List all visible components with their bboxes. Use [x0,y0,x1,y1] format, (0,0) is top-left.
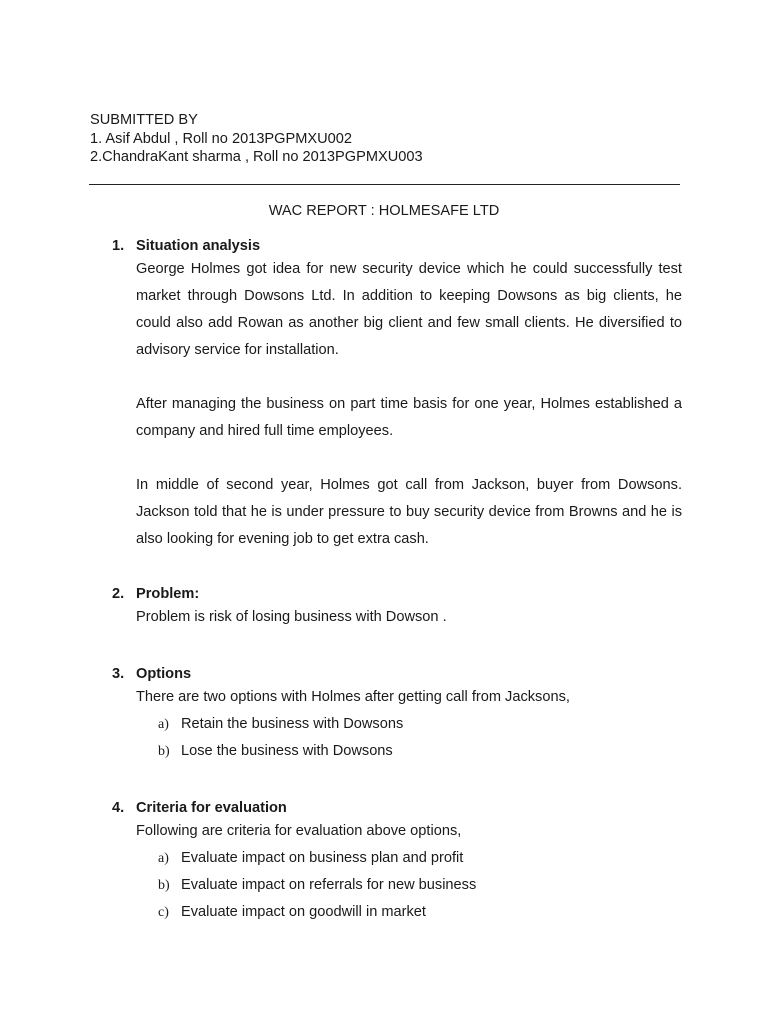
paragraph: There are two options with Holmes after getting call from Jacksons, [136,689,570,705]
list-item-text: Evaluate impact on business plan and profit [181,850,464,866]
submission-header [90,111,423,167]
section-heading [112,236,682,256]
report-title-row [0,203,768,219]
paragraph: In middle of second year, Holmes got call from Jackson, buyer from Dowsons. Jackson told that he is under pressure to buy security device from Browns and he is also looking for evening job to get extra cash. [136,477,682,547]
list-marker: a) [158,851,169,866]
list-item-text: Retain the business with Dowsons [181,716,404,732]
author-line-2: 2.ChandraKant sharma , Roll no 2013PGPMXU003 [90,149,423,165]
list-marker: a) [158,717,169,732]
section-title: Situation analysis [136,238,261,254]
section-heading [112,798,682,818]
section-number: 4. [112,800,125,816]
list-item [158,872,682,899]
list-marker: c) [158,905,169,920]
paragraph: Problem is risk of losing business with Dowson . [136,609,447,625]
section-criteria [112,798,682,926]
section-situation-analysis [112,236,682,553]
options-list [158,711,682,765]
list-item-text: Evaluate impact on referrals for new business [181,877,477,893]
paragraph: After managing the business on part time basis for one year, Holmes established a company and hired full time employees. [136,396,682,439]
horizontal-divider [89,184,680,185]
submitted-by-label: SUBMITTED BY [90,112,198,128]
paragraph: Following are criteria for evaluation above options, [136,823,462,839]
list-item-text: Lose the business with Dowsons [181,743,393,759]
section-options [112,664,682,765]
section-number: 2. [112,586,125,602]
section-title: Problem: [136,586,200,602]
section-number: 1. [112,238,125,254]
list-item-text: Evaluate impact on goodwill in market [181,904,426,920]
report-title: WAC REPORT : HOLMESAFE LTD [268,203,500,219]
section-title: Options [136,666,192,682]
section-problem [112,584,682,631]
section-title: Criteria for evaluation [136,800,287,816]
criteria-list [158,845,682,926]
section-heading [112,584,682,604]
list-item [158,899,682,926]
list-marker: b) [158,744,170,759]
paragraph: George Holmes got idea for new security device which he could successfully test market through Dowsons Ltd. In addition to keeping Dowsons as big clients, he could also add Rowan as another big client and few small clients. He diversified to advisory service for installation. [136,261,682,358]
section-heading [112,664,682,684]
author-line-1: 1. Asif Abdul , Roll no 2013PGPMXU002 [90,130,353,147]
section-number: 3. [112,666,125,682]
list-item [158,711,682,738]
list-item [158,845,682,872]
list-item [158,738,682,765]
list-marker: b) [158,878,170,893]
